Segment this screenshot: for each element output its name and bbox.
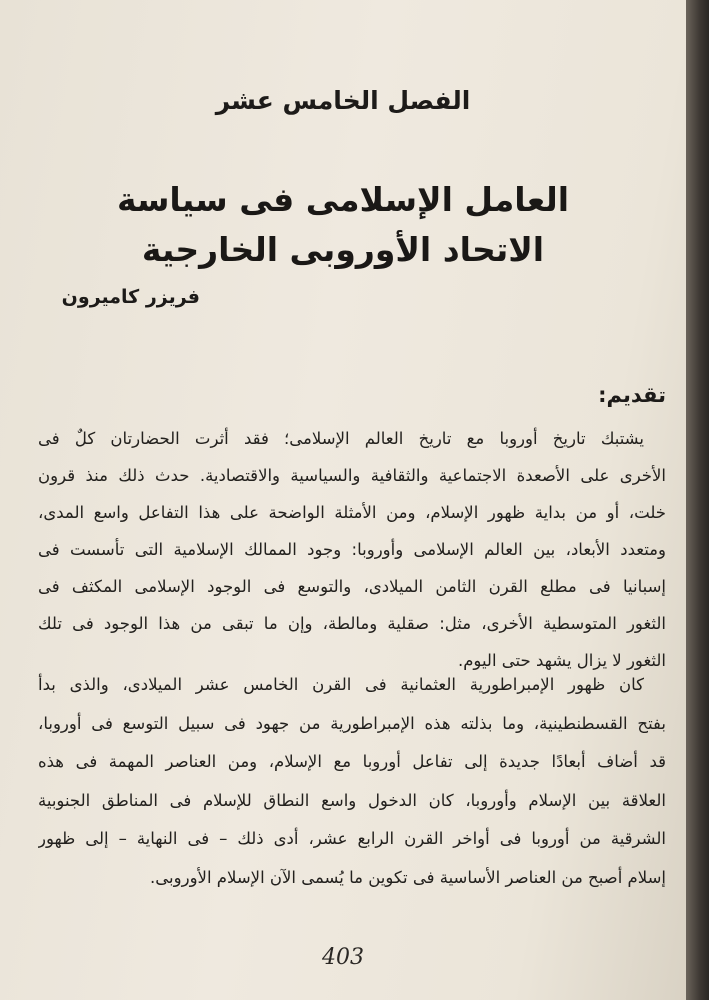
chapter-title-line-1: العامل الإسلامى فى سياسة — [116, 180, 570, 219]
text-line: إسبانيا فى مطلع القرن الثامن الميلادى، والتوسع فى الوجود الإسلامى المكثف فى — [38, 577, 666, 596]
text-line: كان ظهور الإمبراطورية العثمانية فى القرن الخامس عشر الميلادى، والذى بدأ — [38, 675, 644, 694]
text-line: يشتبك تاريخ أوروبا مع تاريخ العالم الإسلامى؛ فقد أثرت الحضارتان كلٌ فى — [38, 429, 644, 448]
paragraph-1 — [38, 420, 666, 679]
page-number: 403 — [322, 945, 364, 970]
text-line: العلاقة بين الإسلام وأوروبا، كان الدخول واسع النطاق للإسلام فى المناطق الجنوبية — [38, 790, 666, 810]
text-line: خلت، أو من بداية ظهور الإسلام، ومن الأمثلة الواضحة على هذا التفاعل واسع المدى، — [38, 503, 666, 522]
text-line: إسلام أصبح من العناصر الأساسية فى تكوين ما يُسمى الآن الإسلام الأوروبى. — [150, 867, 666, 887]
text-line: الثغور المتوسطية الأخرى، مثل: صقلية ومالطة، وإن ما تبقى من هذا الوجود فى تلك — [38, 614, 666, 633]
text-line: الأخرى على الأصعدة الاجتماعية والثقافية والسياسية والاقتصادية. حدث ذلك منذ قرون — [38, 466, 666, 485]
text-line: الثغور لا يزال يشهد حتى اليوم. — [457, 651, 666, 670]
text-line: ومتعدد الأبعاد، بين العالم الإسلامى وأوروبا: وجود الممالك الإسلامية التى تأسست فى — [38, 540, 666, 559]
paragraph-2 — [38, 666, 666, 897]
chapter-label: الفصل الخامس عشر — [215, 86, 471, 115]
text-line: بفتح القسطنطينية، وما بذلته هذه الإمبراطورية من جهود فى سبيل التوسع فى أوروبا، — [38, 713, 666, 733]
chapter-title-line-2: الاتحاد الأوروبى الخارجية — [141, 230, 545, 269]
section-heading: تقديم: — [598, 383, 666, 407]
text-line: الشرقية من أوروبا فى أواخر القرن الرابع عشر، أدى ذلك – فى النهاية – إلى ظهور — [38, 829, 666, 848]
book-spine-shadow — [686, 0, 709, 1000]
author-name: فريزر كاميرون — [61, 286, 200, 308]
text-line: قد أضاف أبعادًا جديدة إلى تفاعل أوروبا مع الإسلام، ومن العناصر المهمة فى هذه — [38, 752, 666, 771]
